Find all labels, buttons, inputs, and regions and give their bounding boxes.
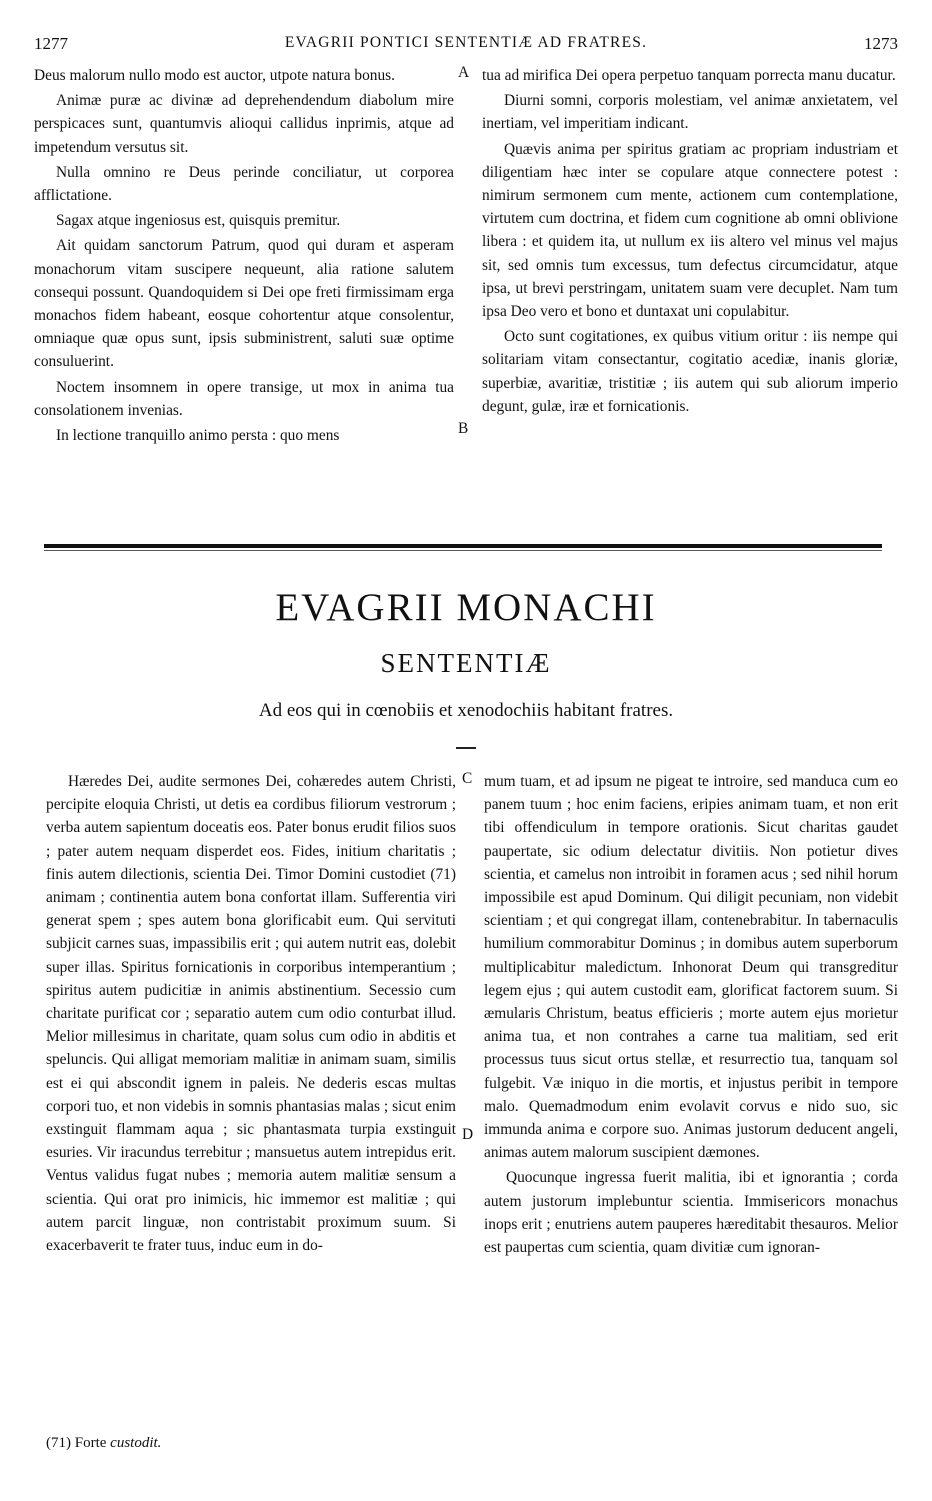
margin-marker-d: D — [462, 1126, 474, 1143]
paragraph: Nulla omnino re Deus perinde conciliatur, ut corporea afflictatione. — [34, 163, 454, 205]
short-divider — [456, 747, 476, 749]
running-title: EVAGRII PONTICI SENTENTIÆ AD FRATRES. — [284, 34, 648, 51]
paragraph: Noctem insomnem in opere transige, ut mox in anima tua consolationem invenias. — [34, 378, 454, 419]
footnote — [46, 1435, 161, 1452]
margin-marker-c: C — [462, 770, 473, 787]
paragraph: In lectione tranquillo animo persta : quo mens — [56, 427, 340, 445]
bottom-left-column — [46, 770, 456, 1259]
section-divider — [44, 544, 882, 548]
margin-marker-b: B — [458, 420, 469, 437]
section-subtitle: SENTENTIÆ — [380, 648, 552, 678]
paragraph: tua ad mirifica Dei opera perpetuo tanquam porrecta manu ducatur. — [482, 67, 896, 84]
section-divider-thin — [44, 550, 882, 551]
paragraph: Sagax atque ingeniosus est, quisquis premitur. — [56, 212, 341, 230]
paragraph: Quævis anima per spiritus gratiam ac propriam industriam et diligentiam hæc inter se copulare atque connectere potest : nimirum sermonem cum mente, actionem cum contemplatione, virtutem cum doctrina, et fidem cum cognitione ab omni oblivione libera : et quidem ita, ut nullum ex iis altero vel minus vel majus sit, sed omnis tum excessus, tum defectus circumcidatur, atque ipsa, ut brevi perstringam, unitatem suam vere decuplet. Nam tum ipsa Deo vero et bono et duntaxat uni copulabitur. — [482, 140, 898, 321]
paragraph: Diurni somni, corporis molestiam, vel animæ anxietatem, vel inertiam, vel imperitiam indicant. — [482, 92, 898, 133]
page-number-right: 1273 — [864, 34, 898, 53]
footnote-text: Forte — [74, 1435, 107, 1451]
paragraph: Quocunque ingressa fuerit malitia, ibi et ignorantia ; corda autem justorum implebuntur scientia. Immisericors monachus inops erit ; enutriens autem pauperes hæreditabit thesauros. Melior est paupertas cum scientia, quam divitiæ cum ignoran- — [484, 1169, 898, 1257]
top-right-column — [482, 64, 898, 420]
paragraph: Ait quidam sanctorum Patrum, quod qui duram et asperam monachorum vitam suscipere nequeunt, alia ratione salutem consequi possunt. Quandoquidem si Dei ope freti firmissimam erga monachos fidem habeant, eosque cohortentur atque consolentur, omniaque quæ opus sunt, ipsis subministrent, saluti suæ optime consuluerint. — [34, 237, 454, 371]
paragraph: Animæ puræ ac divinæ ad deprehendendum diabolum mire perspicaces sunt, quantumvis alioqui callidus inprimis, atque ad impetendum versutus sit. — [34, 92, 454, 156]
paragraph: mum tuam, et ad ipsum ne pigeat te introire, sed manduca cum eo panem tuum ; hoc enim faciens, eripies animam tuam, et non erit tibi offendiculum in tempore orationis. Sicut charitas gaudet paupertate, sic odium delectatur divitiis. Non potietur dives scientia, et camelus non introibit in foramen acus ; sed nihil horum impossibile est apud Dominum. Qui diligit pecuniam, non videbit scientiam ; et qui congregat illam, contenebrabitur. In tabernaculis humilium commorabitur Dominus ; in domibus autem superborum multiplicabitur maledictum. Inhonorat Deum qui transgreditur legem ejus ; qui autem custodit eam, glorificat factorem suum. Si æmularis Christum, beatus efficieris ; morte autem ejus morietur anima tua, et non contrahes a carne tua malitiam, sed erit processus tuus sicut ortus stellæ, et resurrectio tua, tanquam sol fulgebit. Væ iniquo in die mortis, et injustus peribit in tempore malo. Quemadmodum enim evolavit corvus e nido suo, sic immunda anima e corpore suo. Animas justorum deducent angeli, animas autem malorum suscipient dæmones. — [484, 773, 898, 1162]
bottom-right-column — [484, 770, 898, 1261]
top-left-column — [34, 64, 454, 449]
paragraph: Hæredes Dei, audite sermones Dei, cohæredes autem Christi, percipite eloquia Christi, ut detis ea cordibus filiorum vestrorum ; verba autem sapientum doceatis eos. Pater bonus erudit filios suos ; pater autem nequam disperdet eos. Fides, initium charitatis ; finis autem dilectionis, scientia Dei. Timor Domini custodiet (71) animam ; continentia autem bona confortat illam. Sufferentia viri generat spem ; spes autem bona glorificabit eum. Qui servituti subjicit carnes suas, impassibilis erit ; qui autem nutrit eas, dolebit super illas. Spiritus fornicationis in corporibus intemperantium ; spiritus autem pudicitiæ in animis abstinentium. Secessio cum charitate purificat cor ; separatio autem cum odio conturbat illud. Melior millesimus in charitate, quam solus cum odio in abditis et speluncis. Qui alligat memoriam malitiæ in animam suam, similis est ei qui abscondit ignem in paleis. Ne dederis escas multas corpori tuo, et non videbis in somnis phantasias malas ; sicut enim exstinguit flammam aqua ; sic phantasmata turpia exstinguit esuries. Vir iracundus terrebitur ; mansuetus autem intrepidus erit. Ventus validus fugat nubes ; memoria autem malitiæ sensum a scientia. Qui orat pro inimicis, hic immemor est malitiæ ; qui autem parcit linguæ, non contristabit proximum suum. Si exacerbaverit te frater tuus, induc eum in do- — [46, 773, 456, 1255]
running-head — [34, 34, 898, 58]
footnote-number: (71) — [46, 1435, 71, 1451]
section-dedication: Ad eos qui in cœnobiis et xenodochiis habitant fratres. — [258, 700, 674, 721]
margin-marker-a: A — [458, 64, 470, 81]
section-title: EVAGRII MONACHI — [275, 586, 657, 629]
paragraph: Octo sunt cogitationes, ex quibus vitium oritur : iis nempe qui solitariam vitam consectantur, cogitatio acediæ, inanis gloriæ, superbiæ, avaritiæ, tristitiæ ; iis autem qui sub aliorum imperio degunt, gulæ, iræ et fornicationis. — [482, 328, 898, 415]
footnote-italic: custodit. — [110, 1435, 162, 1451]
page-number-left: 1277 — [34, 34, 68, 53]
paragraph: Deus malorum nullo modo est auctor, utpote natura bonus. — [34, 67, 395, 84]
